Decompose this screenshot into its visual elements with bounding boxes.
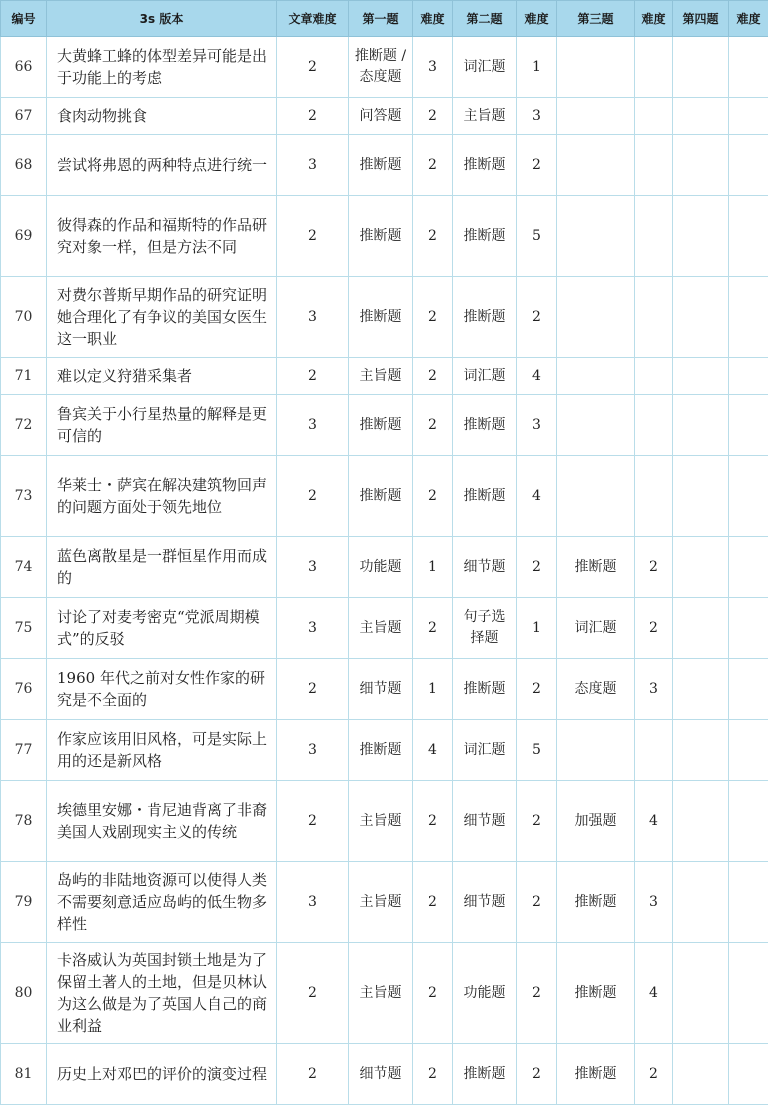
cell-q4 [673, 781, 729, 862]
cell-q4-difficulty [729, 277, 768, 358]
cell-q2-difficulty: 5 [517, 196, 557, 277]
cell-q1-difficulty: 2 [413, 135, 453, 196]
cell-q1: 主旨题 [349, 862, 413, 943]
cell-q4-difficulty [729, 720, 768, 781]
cell-q3-difficulty [635, 456, 673, 537]
cell-q1-difficulty: 2 [413, 277, 453, 358]
cell-q3 [557, 720, 635, 781]
header-q3: 第三题 [557, 1, 635, 37]
cell-q1-difficulty: 2 [413, 862, 453, 943]
cell-q2: 推断题 [453, 1044, 517, 1105]
cell-article-difficulty: 2 [277, 781, 349, 862]
cell-q3-difficulty [635, 720, 673, 781]
cell-q2-difficulty: 1 [517, 37, 557, 98]
cell-q1: 推断题 / 态度题 [349, 37, 413, 98]
cell-q4-difficulty [729, 98, 768, 135]
cell-q1-difficulty: 2 [413, 1044, 453, 1105]
cell-q4-difficulty [729, 537, 768, 598]
cell-id: 81 [1, 1044, 47, 1105]
cell-id: 77 [1, 720, 47, 781]
cell-q4 [673, 659, 729, 720]
cell-q2-difficulty: 2 [517, 537, 557, 598]
table-row [1, 135, 768, 196]
cell-q1: 细节题 [349, 1044, 413, 1105]
cell-q3 [557, 395, 635, 456]
cell-q2-difficulty: 5 [517, 720, 557, 781]
cell-q2: 推断题 [453, 135, 517, 196]
cell-q3: 推断题 [557, 537, 635, 598]
cell-q2: 推断题 [453, 456, 517, 537]
cell-q4 [673, 943, 729, 1044]
cell-title: 难以定义狩猎采集者 [47, 358, 277, 395]
cell-title: 食肉动物挑食 [47, 98, 277, 135]
cell-q4 [673, 1044, 729, 1105]
cell-q4 [673, 456, 729, 537]
table-row [1, 598, 768, 659]
cell-title: 对费尔普斯早期作品的研究证明她合理化了有争议的美国女医生这一职业 [47, 277, 277, 358]
cell-q1: 主旨题 [349, 781, 413, 862]
cell-q4-difficulty [729, 37, 768, 98]
cell-title: 岛屿的非陆地资源可以使得人类不需要刻意适应岛屿的低生物多样性 [47, 862, 277, 943]
cell-id: 79 [1, 862, 47, 943]
cell-q1: 推断题 [349, 456, 413, 537]
cell-q1-difficulty: 2 [413, 943, 453, 1044]
table-row [1, 37, 768, 98]
cell-q4-difficulty [729, 781, 768, 862]
cell-q1-difficulty: 2 [413, 98, 453, 135]
cell-q1-difficulty: 2 [413, 598, 453, 659]
header-q2: 第二题 [453, 1, 517, 37]
cell-id: 69 [1, 196, 47, 277]
cell-q4-difficulty [729, 659, 768, 720]
cell-article-difficulty: 2 [277, 659, 349, 720]
cell-id: 78 [1, 781, 47, 862]
cell-q1-difficulty: 2 [413, 196, 453, 277]
cell-q3-difficulty: 4 [635, 943, 673, 1044]
cell-title: 埃德里安娜・肯尼迪背离了非裔美国人戏剧现实主义的传统 [47, 781, 277, 862]
cell-q2-difficulty: 2 [517, 135, 557, 196]
table-body [1, 37, 768, 1105]
cell-q4-difficulty [729, 943, 768, 1044]
cell-q4 [673, 196, 729, 277]
cell-q2-difficulty: 4 [517, 456, 557, 537]
table-row [1, 720, 768, 781]
cell-q3 [557, 135, 635, 196]
cell-q3-difficulty [635, 37, 673, 98]
cell-q2: 细节题 [453, 862, 517, 943]
cell-article-difficulty: 2 [277, 943, 349, 1044]
cell-q3: 态度题 [557, 659, 635, 720]
cell-id: 66 [1, 37, 47, 98]
cell-q3-difficulty: 4 [635, 781, 673, 862]
cell-q1: 主旨题 [349, 358, 413, 395]
cell-article-difficulty: 2 [277, 1044, 349, 1105]
cell-q4-difficulty [729, 862, 768, 943]
cell-q2-difficulty: 2 [517, 781, 557, 862]
cell-id: 67 [1, 98, 47, 135]
cell-id: 72 [1, 395, 47, 456]
cell-q3 [557, 196, 635, 277]
cell-article-difficulty: 2 [277, 196, 349, 277]
cell-q4 [673, 395, 729, 456]
cell-q4-difficulty [729, 358, 768, 395]
cell-q4 [673, 537, 729, 598]
cell-q4 [673, 598, 729, 659]
cell-title: 作家应该用旧风格，可是实际上用的还是新风格 [47, 720, 277, 781]
cell-q2-difficulty: 1 [517, 598, 557, 659]
cell-q3: 推断题 [557, 862, 635, 943]
cell-title: 大黄蜂工蜂的体型差异可能是出于功能上的考虑 [47, 37, 277, 98]
cell-q4 [673, 98, 729, 135]
cell-q1-difficulty: 2 [413, 358, 453, 395]
cell-article-difficulty: 2 [277, 37, 349, 98]
cell-id: 76 [1, 659, 47, 720]
cell-id: 80 [1, 943, 47, 1044]
cell-q4-difficulty [729, 395, 768, 456]
header-q1: 第一题 [349, 1, 413, 37]
cell-q4 [673, 277, 729, 358]
header-id: 编号 [1, 1, 47, 37]
table-row [1, 659, 768, 720]
cell-q3: 推断题 [557, 1044, 635, 1105]
cell-q3-difficulty: 3 [635, 862, 673, 943]
header-q1-difficulty: 难度 [413, 1, 453, 37]
cell-q1-difficulty: 1 [413, 659, 453, 720]
cell-q3: 加强题 [557, 781, 635, 862]
table-row [1, 98, 768, 135]
cell-q2: 词汇题 [453, 720, 517, 781]
table-row [1, 196, 768, 277]
cell-title: 卡洛威认为英国封锁土地是为了保留土著人的土地，但是贝林认为这么做是为了英国人自己的商业利益 [47, 943, 277, 1044]
cell-q2: 句子选择题 [453, 598, 517, 659]
cell-article-difficulty: 2 [277, 98, 349, 135]
cell-article-difficulty: 3 [277, 277, 349, 358]
cell-q2: 推断题 [453, 395, 517, 456]
cell-q1: 主旨题 [349, 598, 413, 659]
table-row [1, 537, 768, 598]
cell-title: 鲁宾关于小行星热量的解释是更可信的 [47, 395, 277, 456]
cell-q1: 主旨题 [349, 943, 413, 1044]
cell-q1: 细节题 [349, 659, 413, 720]
cell-q1-difficulty: 2 [413, 456, 453, 537]
cell-q2-difficulty: 2 [517, 862, 557, 943]
cell-q2: 词汇题 [453, 358, 517, 395]
table-row [1, 395, 768, 456]
cell-article-difficulty: 3 [277, 862, 349, 943]
header-q4: 第四题 [673, 1, 729, 37]
cell-q1: 推断题 [349, 135, 413, 196]
cell-q1-difficulty: 1 [413, 537, 453, 598]
cell-q2: 细节题 [453, 537, 517, 598]
cell-q2-difficulty: 2 [517, 277, 557, 358]
table-row [1, 1044, 768, 1105]
cell-article-difficulty: 3 [277, 537, 349, 598]
table-row [1, 358, 768, 395]
cell-title: 华莱士・萨宾在解决建筑物回声的问题方面处于领先地位 [47, 456, 277, 537]
cell-title: 1960 年代之前对女性作家的研究是不全面的 [47, 659, 277, 720]
table-row [1, 862, 768, 943]
cell-q2-difficulty: 3 [517, 395, 557, 456]
cell-q3-difficulty [635, 277, 673, 358]
cell-q3 [557, 277, 635, 358]
cell-q4-difficulty [729, 598, 768, 659]
cell-id: 71 [1, 358, 47, 395]
header-version: 3s 版本 [47, 1, 277, 37]
cell-q3-difficulty: 3 [635, 659, 673, 720]
cell-q4 [673, 358, 729, 395]
cell-q3: 词汇题 [557, 598, 635, 659]
cell-q2-difficulty: 2 [517, 1044, 557, 1105]
cell-q3-difficulty [635, 98, 673, 135]
cell-q1: 推断题 [349, 720, 413, 781]
table-row [1, 456, 768, 537]
cell-id: 68 [1, 135, 47, 196]
cell-q3-difficulty: 2 [635, 537, 673, 598]
header-q4-difficulty: 难度 [729, 1, 768, 37]
cell-q3-difficulty [635, 135, 673, 196]
cell-q3: 推断题 [557, 943, 635, 1044]
cell-q2: 推断题 [453, 196, 517, 277]
cell-q1: 功能题 [349, 537, 413, 598]
cell-q1: 推断题 [349, 196, 413, 277]
cell-q2: 推断题 [453, 659, 517, 720]
cell-q1-difficulty: 2 [413, 781, 453, 862]
cell-q4 [673, 862, 729, 943]
cell-article-difficulty: 3 [277, 135, 349, 196]
table-row [1, 781, 768, 862]
header-article-difficulty: 文章难度 [277, 1, 349, 37]
cell-q4-difficulty [729, 1044, 768, 1105]
cell-q1: 问答题 [349, 98, 413, 135]
cell-title: 彼得森的作品和福斯特的作品研究对象一样，但是方法不同 [47, 196, 277, 277]
cell-article-difficulty: 2 [277, 358, 349, 395]
cell-id: 75 [1, 598, 47, 659]
cell-title: 历史上对邓巴的评价的演变过程 [47, 1044, 277, 1105]
cell-article-difficulty: 3 [277, 395, 349, 456]
header-q2-difficulty: 难度 [517, 1, 557, 37]
cell-title: 讨论了对麦考密克“党派周期模式”的反驳 [47, 598, 277, 659]
cell-q4 [673, 135, 729, 196]
cell-q2: 主旨题 [453, 98, 517, 135]
cell-q1: 推断题 [349, 395, 413, 456]
cell-q3 [557, 37, 635, 98]
cell-q3 [557, 456, 635, 537]
cell-q4 [673, 720, 729, 781]
table-header-row [1, 1, 768, 37]
cell-q4-difficulty [729, 456, 768, 537]
cell-id: 74 [1, 537, 47, 598]
cell-q2-difficulty: 2 [517, 943, 557, 1044]
cell-q1-difficulty: 2 [413, 395, 453, 456]
cell-q4-difficulty [729, 196, 768, 277]
cell-title: 尝试将弗恩的两种特点进行统一 [47, 135, 277, 196]
cell-q2: 词汇题 [453, 37, 517, 98]
cell-q3 [557, 358, 635, 395]
cell-article-difficulty: 2 [277, 456, 349, 537]
cell-q2: 功能题 [453, 943, 517, 1044]
cell-title: 蓝色离散星是一群恒星作用而成的 [47, 537, 277, 598]
cell-q3-difficulty: 2 [635, 598, 673, 659]
cell-q4-difficulty [729, 135, 768, 196]
cell-q1: 推断题 [349, 277, 413, 358]
cell-q2-difficulty: 2 [517, 659, 557, 720]
cell-q3-difficulty [635, 196, 673, 277]
cell-id: 73 [1, 456, 47, 537]
cell-q1-difficulty: 4 [413, 720, 453, 781]
cell-q3 [557, 98, 635, 135]
cell-q3-difficulty [635, 395, 673, 456]
cell-id: 70 [1, 277, 47, 358]
cell-q2-difficulty: 3 [517, 98, 557, 135]
cell-q2: 细节题 [453, 781, 517, 862]
cell-q1-difficulty: 3 [413, 37, 453, 98]
cell-q3-difficulty [635, 358, 673, 395]
table-row [1, 277, 768, 358]
cell-article-difficulty: 3 [277, 720, 349, 781]
cell-q3-difficulty: 2 [635, 1044, 673, 1105]
cell-q2-difficulty: 4 [517, 358, 557, 395]
cell-article-difficulty: 3 [277, 598, 349, 659]
header-q3-difficulty: 难度 [635, 1, 673, 37]
table-row [1, 943, 768, 1044]
cell-q4 [673, 37, 729, 98]
cell-q2: 推断题 [453, 277, 517, 358]
